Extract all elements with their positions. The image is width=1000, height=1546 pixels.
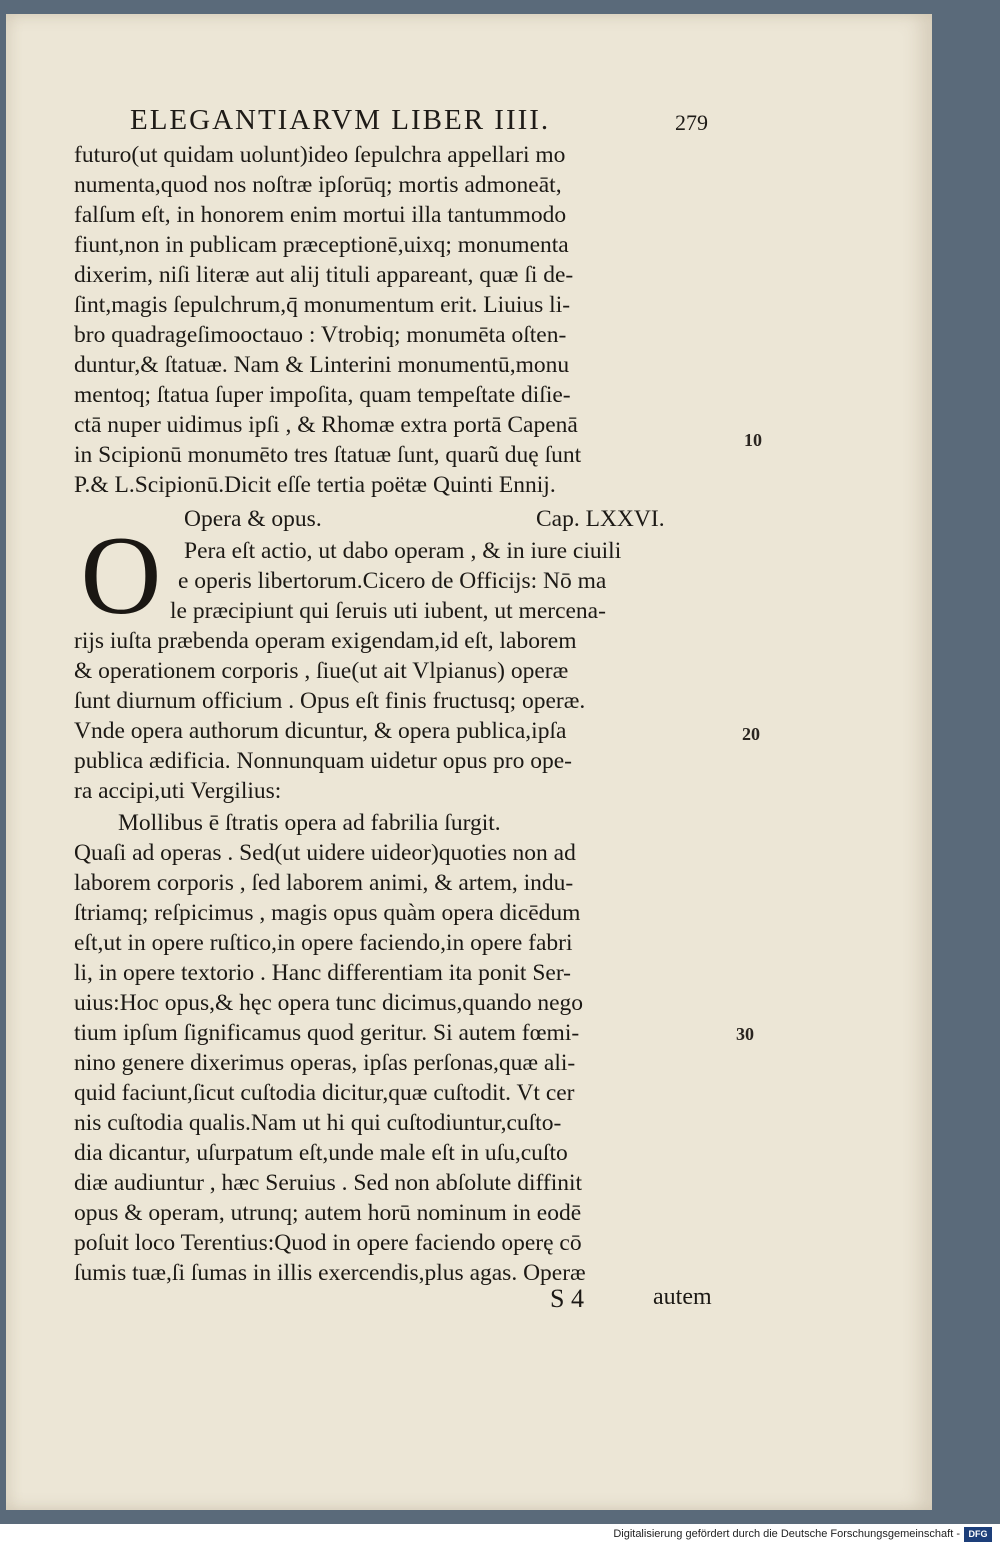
text-line: eſt,ut in opere ruſtico,in opere faciendo,in opere fabri bbox=[74, 930, 573, 956]
text-line: & operationem corporis , ſiue(ut ait Vlpianus) operæ bbox=[74, 658, 569, 684]
text-line: fiunt,non in publicam præceptionē,uixq; monumenta bbox=[74, 232, 569, 258]
text-line: in Scipionū monumēto tres ſtatuæ ſunt, quarũ duę ſunt bbox=[74, 442, 582, 468]
text-line: rijs iuſta præbenda operam exigendam,id eſt, laborem bbox=[74, 628, 577, 654]
text-line: Vnde opera authorum dicuntur, & opera publica,ipſa bbox=[74, 718, 567, 744]
text-line: le præcipiunt qui ſeruis uti iubent, ut mercena- bbox=[170, 598, 606, 624]
running-title: ELEGANTIARVM LIBER IIII. bbox=[130, 104, 551, 136]
text-line: bro quadrageſimooctauo : Vtrobiq; monumēta oſten- bbox=[74, 322, 567, 348]
text-line: ra accipi,uti Vergilius: bbox=[74, 778, 282, 804]
text-line: laborem corporis , ſed laborem animi, & artem, indu- bbox=[74, 870, 574, 896]
text-line: ctā nuper uidimus ipſi , & Rhomæ extra portā Capenā bbox=[74, 412, 578, 438]
text-line: diæ audiuntur , hæc Seruius . Sed non abſolute diffinit bbox=[74, 1170, 583, 1196]
catchword: autem bbox=[653, 1284, 712, 1310]
margin-line-number: 30 bbox=[736, 1024, 754, 1044]
dfg-logo: DFG bbox=[964, 1527, 992, 1542]
page-number: 279 bbox=[675, 110, 708, 135]
text-line: ſtriamq; reſpicimus , magis opus quàm opera dicēdum bbox=[74, 900, 581, 926]
text-line: ſint,magis ſepulchrum,q̄ monumentum erit. Liuius li- bbox=[74, 292, 571, 318]
chapter-number: Cap. LXXVI. bbox=[536, 506, 665, 532]
decorated-initial: O bbox=[80, 514, 162, 638]
text-line: publica ædificia. Nonnunquam uidetur opus pro ope- bbox=[74, 748, 572, 774]
text-line: dia dicantur, uſurpatum eſt,unde male eſt in uſu,cuſto bbox=[74, 1140, 568, 1166]
chapter-title: Opera & opus. bbox=[184, 506, 322, 532]
signature-mark: S 4 bbox=[550, 1284, 584, 1313]
text-line: poſuit loco Terentius:Quod in opere faciendo operę cō bbox=[74, 1230, 582, 1256]
text-line: mentoq; ſtatua ſuper impoſita, quam tempeſtate diſie- bbox=[74, 382, 571, 408]
text-line: quid faciunt,ſicut cuſtodia dicitur,quæ cuſtodit. Vt cer bbox=[74, 1080, 575, 1106]
text-line: e operis libertorum.Cicero de Officijs: Nō ma bbox=[178, 568, 607, 594]
margin-line-number: 10 bbox=[744, 430, 762, 450]
text-line: uius:Hoc opus,& hęc opera tunc dicimus,quando nego bbox=[74, 990, 584, 1016]
text-line: numenta,quod nos noſtræ ipſorūq; mortis admoneāt, bbox=[74, 172, 562, 198]
text-line: opus & operam, utrunq; autem horū nominum in eodē bbox=[74, 1200, 582, 1226]
margin-line-number: 20 bbox=[742, 724, 760, 744]
verse-quote: Mollibus ē ſtratis opera ad fabrilia ſurgit. bbox=[118, 810, 501, 836]
text-line: P.& L.Scipionū.Dicit eſſe tertia poëtæ Quinti Ennij. bbox=[74, 472, 556, 498]
text-line: duntur,& ſtatuæ. Nam & Linterini monumentū,monu bbox=[74, 352, 570, 378]
text-line: futuro(ut quidam uolunt)ideo ſepulchra appellari mo bbox=[74, 142, 566, 168]
text-line: dixerim, niſi literæ aut alij tituli appareant, quæ ſi de- bbox=[74, 262, 574, 288]
page-header bbox=[130, 104, 730, 138]
text-line: Quaſi ad operas . Sed(ut uidere uideor)quoties non ad bbox=[74, 840, 576, 866]
funding-credit: Digitalisierung gefördert durch die Deutsche Forschungsgemeinschaft - bbox=[613, 1528, 960, 1540]
text-line: li, in opere textorio . Hanc differentiam ita ponit Ser- bbox=[74, 960, 572, 986]
text-line: Pera eſt actio, ut dabo operam , & in iure ciuili bbox=[184, 538, 622, 564]
footer-bar bbox=[0, 1524, 1000, 1546]
text-line: nino genere dixerimus operas, ipſas perſonas,quæ ali- bbox=[74, 1050, 576, 1076]
text-line: falſum eſt, in honorem enim mortui illa tantummodo bbox=[74, 202, 567, 228]
text-line: nis cuſtodia qualis.Nam ut hi qui cuſtodiuntur,cuſto- bbox=[74, 1110, 562, 1136]
text-line: tium ipſum ſignificamus quod geritur. Si autem fœmi- bbox=[74, 1020, 580, 1046]
text-line: ſumis tuæ,ſi ſumas in illis exercendis,plus agas. Operæ bbox=[74, 1260, 586, 1286]
text-line: ſunt diurnum officium . Opus eſt finis fructusq; operæ. bbox=[74, 688, 586, 714]
